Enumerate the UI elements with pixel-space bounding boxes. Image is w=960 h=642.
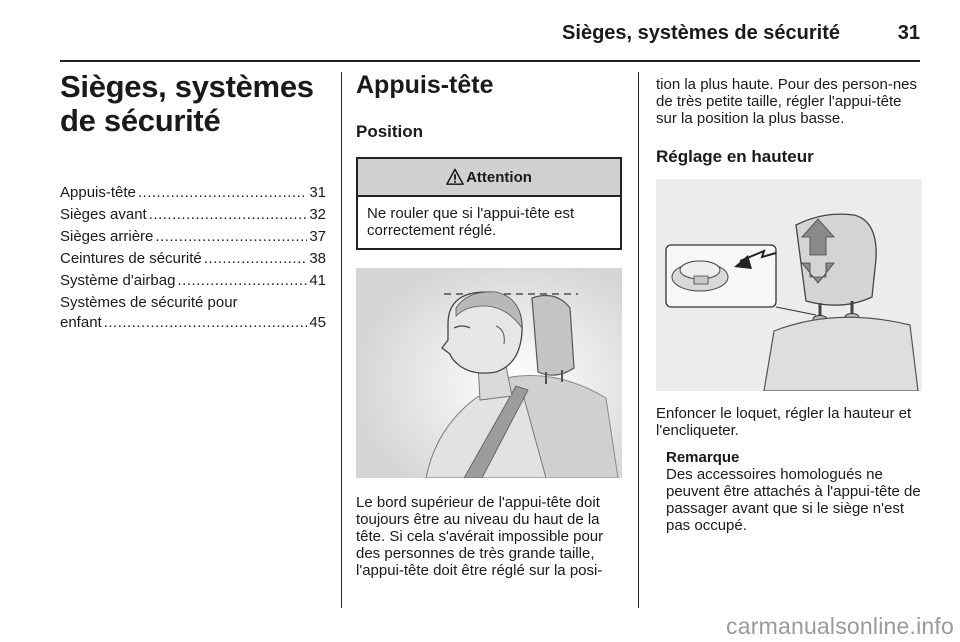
warning-header	[358, 159, 620, 197]
toc-label: Sièges arrière	[60, 228, 154, 245]
toc-entry-airbag[interactable]	[60, 270, 326, 292]
toc-entry-sieges-avant[interactable]	[60, 204, 326, 226]
headrest-height-illustration	[656, 179, 922, 391]
toc-entry-appuis-tete[interactable]	[60, 182, 326, 204]
section-column	[356, 70, 622, 579]
column-divider-1	[341, 72, 342, 608]
warning-title: Attention	[466, 168, 532, 186]
subsection-title-height: Réglage en hauteur	[656, 147, 814, 166]
headrest-position-illustration	[356, 268, 622, 478]
toc-page: 32	[309, 206, 326, 223]
header-title: Sièges, systèmes de sécurité	[562, 22, 840, 44]
height-column	[656, 76, 922, 534]
chapter-column	[60, 70, 326, 333]
toc-label-line2: enfant	[60, 314, 102, 331]
toc-page: 31	[309, 184, 326, 201]
toc-page: 37	[309, 228, 326, 245]
chapter-title: Sièges, systèmes de sécurité	[60, 69, 314, 138]
note	[666, 449, 922, 534]
table-of-contents	[60, 182, 326, 333]
toc-page: 38	[309, 250, 326, 267]
warning-text: Ne rouler que si l'appui-tête est correctement réglé.	[367, 205, 575, 239]
toc-entry-ceintures[interactable]	[60, 248, 326, 270]
page-number: 31	[897, 22, 920, 44]
toc-label: Système d'airbag	[60, 272, 176, 289]
note-text: Des accessoires homologués ne peuvent être attachés à l'appui-tête de passager avant que si le siège n'est pas occupé.	[666, 466, 921, 534]
position-text-continued: tion la plus haute. Pour des person-nes de très petite taille, régler l'appui-tête sur la position la plus basse.	[656, 76, 917, 127]
subsection-title-position: Position	[356, 122, 424, 141]
position-text: Le bord supérieur de l'appui-tête doit toujours être au niveau du haut de la tête. Si cela s'avérait impossible pour des personnes de très grande taille, l'appui-tête doit être réglé sur la posi-	[356, 494, 604, 579]
header-rule	[60, 60, 920, 62]
note-label: Remarque	[666, 449, 740, 466]
warning-triangle-icon	[446, 168, 464, 186]
warning-box	[356, 157, 622, 250]
toc-entry-sieges-arriere[interactable]	[60, 226, 326, 248]
toc-label: Sièges avant	[60, 206, 147, 223]
toc-entry-enfant[interactable]	[60, 293, 326, 333]
toc-label: Appuis-tête	[60, 184, 136, 201]
toc-label-line1: Systèmes de sécurité pour	[60, 294, 238, 311]
column-divider-2	[638, 72, 639, 608]
watermark: carmanualsonline.info	[726, 613, 954, 639]
section-title: Appuis-tête	[356, 71, 494, 99]
height-text: Enfoncer le loquet, régler la hauteur et l'encliqueter.	[656, 405, 912, 439]
page-header	[60, 14, 920, 54]
toc-label: Ceintures de sécurité	[60, 250, 202, 267]
toc-page: 45	[309, 314, 326, 331]
toc-page: 41	[309, 272, 326, 289]
